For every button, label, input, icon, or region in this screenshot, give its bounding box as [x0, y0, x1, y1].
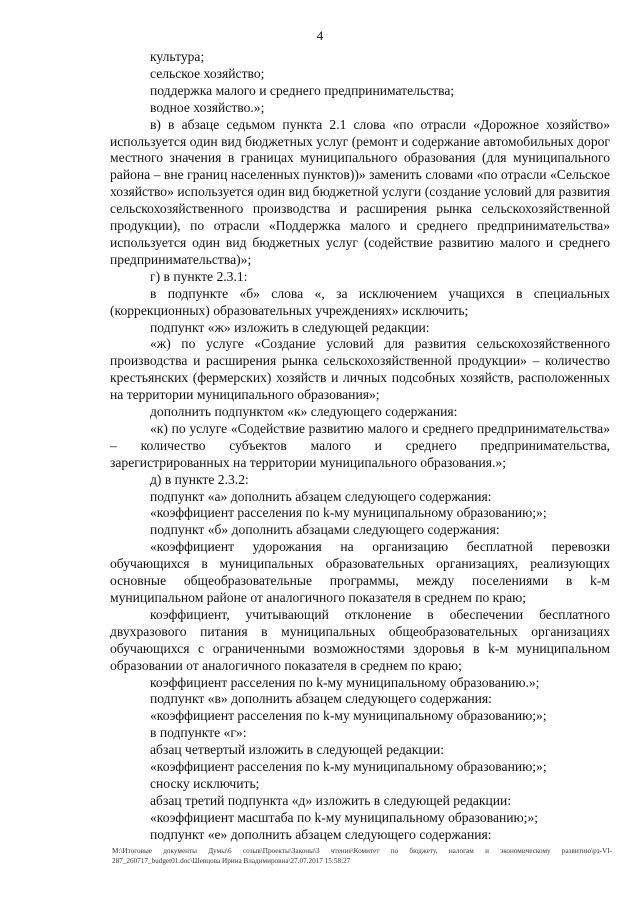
paragraph: дополнить подпунктом «к» следующего содержания: — [150, 404, 458, 420]
paragraph: подпункт «б» дополнить абзацами следующего содержания: — [150, 522, 500, 538]
paragraph: подпункт «е» дополнить абзацем следующего содержания: — [150, 826, 492, 842]
document-body — [110, 49, 610, 844]
paragraph: в подпункте «г»: — [150, 725, 247, 741]
paragraph: «коэффициент масштаба по k-му муниципальному образованию;»; — [150, 809, 539, 825]
paragraph: «коэффициент удорожания на организацию бесплатной перевозки обучающихся в муниципальных образовательных организациях, реализующих основные общеобразовательные программы, между поселениями в k-м муниципальном районе от аналогичного показателя в среднем по краю; — [110, 539, 610, 605]
paragraph: подпункт «ж» изложить в следующей редакции: — [150, 319, 430, 335]
paragraph: водное хозяйство.»; — [150, 99, 265, 115]
paragraph: «к) по услуге «Содействие развитию малого и среднего предпринимательства» – количество субъектов малого и среднего предпринимательства, зарегистрированных на территории муниципального образования.»; — [110, 420, 610, 470]
paragraph: сноску исключить; — [150, 775, 260, 791]
paragraph: абзац третий подпункта «д» изложить в следующей редакции: — [150, 792, 512, 808]
paragraph: культура; — [150, 49, 205, 64]
paragraph: коэффициент расселения по k-му муниципальному образованию.»; — [150, 674, 540, 690]
paragraph: «коэффициент расселения по k-му муниципальному образованию;»; — [150, 759, 547, 775]
page-number: 4 — [316, 28, 324, 43]
paragraph: «ж) по услуге «Создание условий для развития сельскохозяйственного производства и расширения рынка сельскохозяйственной продукции» – количество крестьянских (фермерских) хозяйств и личных подсобных хозяйств, расположенных на территории муниципального образования»; — [110, 336, 610, 403]
paragraph: подпункт «в» дополнить абзацем следующего содержания: — [150, 691, 492, 707]
paragraph: в подпункте «б» слова «, за исключением учащихся в специальных (коррекционных) образовательных учреждениях» исключить; — [110, 285, 610, 318]
paragraph: подпункт «а» дополнить абзацем следующего содержания: — [150, 488, 492, 504]
paragraph: поддержка малого и среднего предпринимательства; — [150, 82, 455, 98]
paragraph: г) в пункте 2.3.1: — [150, 268, 248, 284]
paragraph: абзац четвертый изложить в следующей редакции: — [150, 742, 445, 758]
file-path-footer: M:\Итоговые документы Думы\6 созыв\Проекты\Законы\3 чтение\Комитет по бюджету, налогам и экономическому развитию\рз-VI-287_260717_budget01.doc\Шевцова Ирина Владимировна\27.07.2017 15:58:27 — [112, 847, 612, 865]
paragraph: д) в пункте 2.3.2: — [150, 471, 249, 487]
paragraph: «коэффициент расселения по k-му муниципальному образованию;»; — [150, 708, 547, 724]
paragraph: коэффициент, учитывающий отклонение в обеспечении бесплатного двухразового питания в муниципальных общеобразовательных организациях обучающихся с ограниченными возможностями здоровья в k-м муниципальном образовании от аналогичного показателя в среднем по краю; — [110, 606, 610, 673]
paragraph: сельское хозяйство; — [150, 65, 265, 81]
paragraph: «коэффициент расселения по k-му муниципальному образованию;»; — [150, 505, 547, 521]
paragraph: в) в абзаце седьмом пункта 2.1 слова «по отрасли «Дорожное хозяйство» используется один вид бюджетных услуг (ремонт и содержание автомобильных дорог местного значения в границах муниципального образования (для муниципального района – вне границ населенных пунктов))» заменить словами «по отрасли «Сельское хозяйство» используется один вид бюджетной услуги (создание условий для развития сельскохозяйственного производства и расширения рынка сельскохозяйственной продукции), по отрасли «Поддержка малого и среднего предпринимательства» используется один вид бюджетных услуг (содействие развитию малого и среднего предпринимательства)»; — [110, 116, 610, 267]
